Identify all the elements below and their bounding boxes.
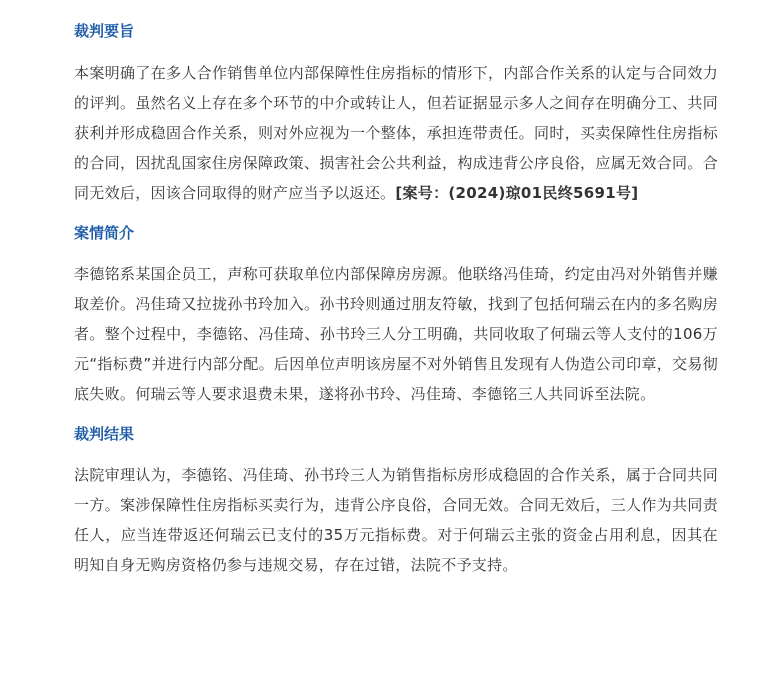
case-number: [案号：(2024)琼01民终5691号]: [395, 184, 639, 202]
section-body-judgment-result: 法院审理认为，李德铭、冯佳琦、孙书玲三人为销售指标房形成稳固的合作关系，属于合同共同一方。案涉保障性住房指标买卖行为，违背公序良俗，合同无效。合同无效后，三人作为共同责任人，应当连带返还何瑞云已支付的35万元指标费。对于何瑞云主张的资金占用利息，因其在明知自身无购房资格仍参与违规交易，存在过错，法院不予支持。: [74, 466, 718, 574]
section-heading-judgment-result: 裁判结果: [74, 425, 135, 443]
ruling-gist-text: 本案明确了在多人合作销售单位内部保障性住房指标的情形下，内部合作关系的认定与合同效力的评判。虽然名义上存在多个环节的中介或转让人，但若证据显示多人之间存在明确分工、共同获利并形成稳固合作关系，则对外应视为一个整体，承担连带责任。同时，买卖保障性住房指标的合同，因扰乱国家住房保障政策、损害社会公共利益，构成违背公序良俗，应属无效合同。合同无效后，因该合同取得的财产应当予以返还。: [74, 64, 718, 202]
section-body-case-summary: 李德铭系某国企员工，声称可获取单位内部保障房房源。他联络冯佳琦，约定由冯对外销售并赚取差价。冯佳琦又拉拢孙书玲加入。孙书玲则通过朋友符敏，找到了包括何瑞云在内的多名购房者。整个过程中，李德铭、冯佳琦、孙书玲三人分工明确，共同收取了何瑞云等人支付的106万元“指标费”并进行内部分配。后因单位声明该房屋不对外销售且发现有人伪造公司印章，交易彻底失败。何瑞云等人要求退费未果，遂将孙书玲、冯佳琦、李德铭三人共同诉至法院。: [74, 265, 718, 403]
section-heading-case-summary: 案情简介: [74, 224, 135, 242]
section-ruling-gist: [74, 18, 718, 208]
section-case-summary: [74, 220, 718, 409]
section-heading-ruling-gist: 裁判要旨: [74, 22, 135, 40]
section-judgment-result: [74, 421, 718, 580]
section-body-ruling-gist: [74, 58, 718, 208]
